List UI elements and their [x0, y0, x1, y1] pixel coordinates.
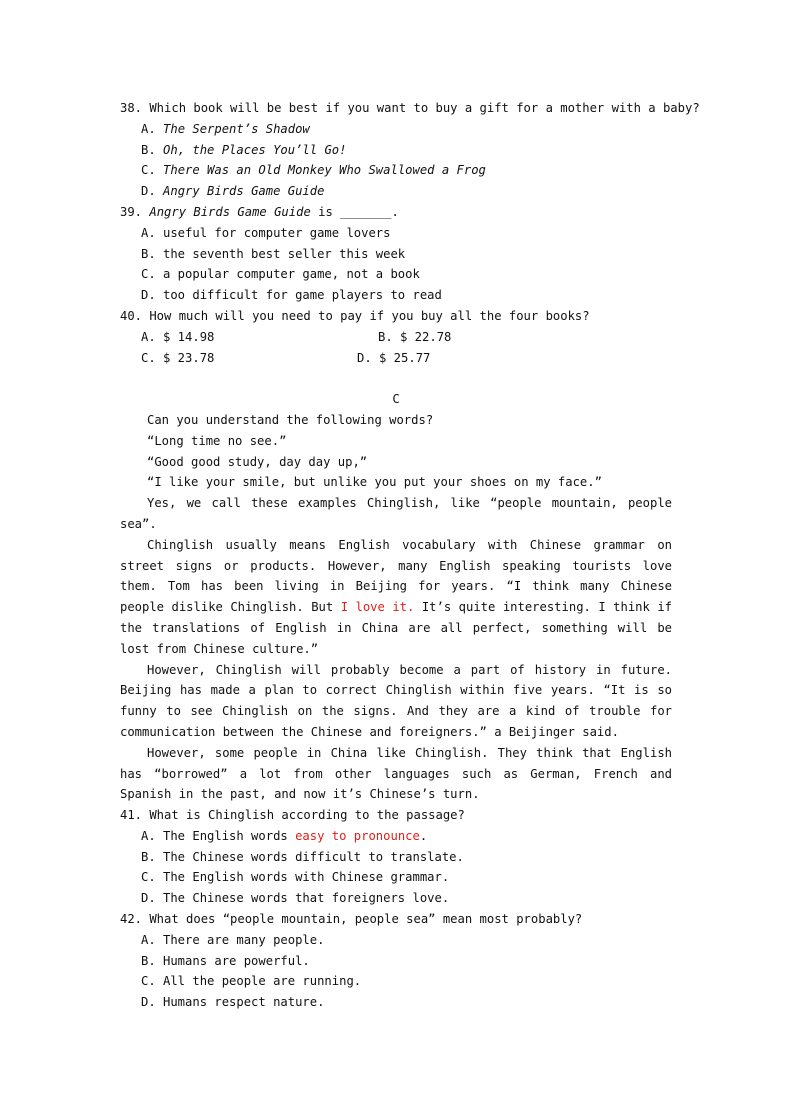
passage-paragraph-1: Yes, we call these examples Chinglish, like “people mountain, people sea”.: [120, 496, 672, 531]
q39-option-b: B. the seventh best seller this week: [141, 246, 406, 261]
q42-option-c: C. All the people are running.: [141, 974, 362, 989]
q40-option-c: C. $ 23.78: [141, 350, 215, 365]
passage-paragraph-2: Chinglish usually means English vocabulary with Chinese grammar on street signs or products. However, many English speaking tourists love them. Tom has been living in Beijing for years. “I think many Chinese people dislike Chinglish. But I love it. It’s quite interesting. I think if the translations of English in China are all perfect, something will be lost from Chinese culture.”: [120, 537, 672, 656]
q42-option-d: D. Humans respect nature.: [141, 995, 325, 1010]
passage-letter: C: [392, 392, 400, 407]
exam-page: [120, 98, 700, 1013]
q40-option-b: B. $ 22.78: [378, 329, 452, 344]
question-40-stem: 40. How much will you need to pay if you buy all the four books?: [120, 308, 590, 323]
q38-option-a: A. The Serpent’s Shadow: [141, 121, 310, 136]
q42-option-a: A. There are many people.: [141, 932, 325, 947]
q40-option-a: A. $ 14.98: [141, 329, 215, 344]
question-41-stem: 41. What is Chinglish according to the passage?: [120, 808, 465, 823]
q39-option-d: D. too difficult for game players to read: [141, 288, 442, 303]
q39-option-a: A. useful for computer game lovers: [141, 225, 391, 240]
q38-option-d: D. Angry Birds Game Guide: [141, 184, 325, 199]
passage-quote-2: “Good good study, day day up,”: [147, 454, 368, 469]
passage-paragraph-3: However, Chinglish will probably become a part of history in future. Beijing has made a plan to correct Chinglish within five years. “It is so funny to see Chinglish on the signs. And they are a kind of trouble for communication between the Chinese and foreigners.” a Beijinger said.: [120, 662, 672, 739]
q40-options-row-1: [120, 327, 672, 348]
q38-option-c: C. There Was an Old Monkey Who Swallowed a Frog: [141, 163, 486, 178]
q41-option-d: D. The Chinese words that foreigners love.: [141, 891, 450, 906]
q41-option-c: C. The English words with Chinese grammar.: [141, 870, 450, 885]
q40-options-row-2: [120, 348, 672, 369]
question-42-stem: 42. What does “people mountain, people sea” mean most probably?: [120, 912, 583, 927]
q41-option-b: B. The Chinese words difficult to translate.: [141, 849, 464, 864]
passage-quote-1: “Long time no see.”: [147, 433, 287, 448]
passage-intro: Can you understand the following words?: [147, 412, 434, 427]
q42-option-b: B. Humans are powerful.: [141, 953, 310, 968]
q39-option-c: C. a popular computer game, not a book: [141, 267, 420, 282]
q41-option-a: A. The English words easy to pronounce.: [141, 828, 428, 843]
question-39-stem: 39. Angry Birds Game Guide is _______.: [120, 204, 399, 219]
q40-option-d: D. $ 25.77: [357, 350, 431, 365]
passage-quote-3: “I like your smile, but unlike you put your shoes on my face.”: [147, 475, 602, 490]
q38-option-b: B. Oh, the Places You’ll Go!: [141, 142, 347, 157]
passage-paragraph-4: However, some people in China like Chinglish. They think that English has “borrowed” a lot from other languages such as German, French and Spanish in the past, and now it’s Chinese’s turn.: [120, 745, 672, 802]
question-38-stem: 38. Which book will be best if you want to buy a gift for a mother with a baby?: [120, 101, 700, 115]
